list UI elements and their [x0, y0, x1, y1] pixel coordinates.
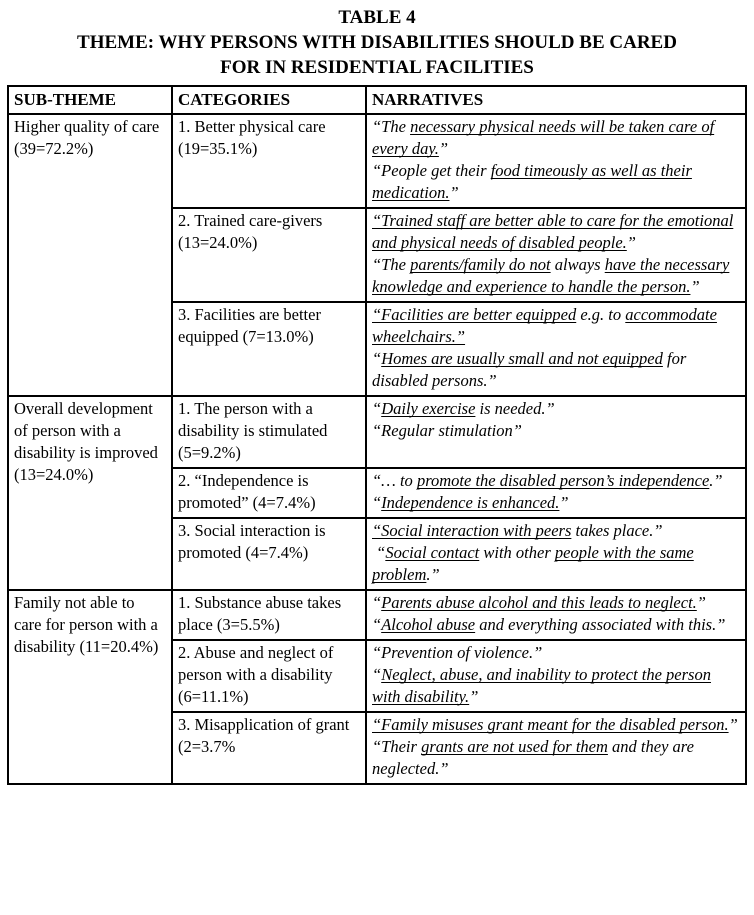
category-cell: 3. Social interaction is promoted (4=7.4%)	[172, 518, 366, 590]
plain-text: “People get their	[372, 161, 491, 180]
narrative-quote	[372, 592, 740, 614]
narratives-cell	[366, 590, 746, 640]
underlined-text: food timeously as well as their medication.	[372, 161, 692, 202]
plain-text: .”	[709, 471, 723, 490]
narrative-quote	[372, 642, 740, 664]
plain-text: “	[372, 349, 382, 368]
underlined-text: “Trained staff are better able to care for the emotional and physical needs of disabled people.	[372, 211, 734, 252]
category-cell: 3. Facilities are better equipped (7=13.0%)	[172, 302, 366, 396]
plain-text: ”	[690, 277, 700, 296]
narratives-cell	[366, 302, 746, 396]
plain-text: “	[372, 615, 382, 634]
table-theme-line2: FOR IN RESIDENTIAL FACILITIES	[220, 57, 534, 78]
category-cell: 2. Abuse and neglect of person with a disability (6=11.1%)	[172, 640, 366, 712]
plain-text: ”	[728, 715, 738, 734]
plain-text: ”	[449, 183, 459, 202]
table-row	[8, 114, 746, 208]
table-row	[8, 590, 746, 640]
category-cell: 1. Substance abuse takes place (3=5.5%)	[172, 590, 366, 640]
category-cell: 1. Better physical care (19=35.1%)	[172, 114, 366, 208]
underlined-text: Neglect, abuse, and inability to protect the person with disability.	[372, 665, 711, 706]
underlined-text: necessary physical needs will be taken care of every day.	[372, 117, 715, 158]
plain-text: “Their	[372, 737, 422, 756]
narrative-quote	[372, 736, 740, 780]
plain-text: ”	[438, 139, 449, 158]
narratives-cell	[366, 518, 746, 590]
narrative-quote	[372, 614, 740, 636]
plain-text: is needed.”	[475, 399, 555, 418]
underlined-text: grants are not used for them	[421, 737, 608, 756]
plain-text: ”	[559, 493, 569, 512]
underlined-text: “Family misuses grant meant for the disabled person.	[372, 715, 729, 734]
plain-text: always	[550, 255, 605, 274]
theme-table	[7, 85, 747, 785]
narrative-quote	[372, 304, 740, 348]
plain-text: and everything associated with this.”	[475, 615, 726, 634]
underlined-text: Social contact	[385, 543, 480, 562]
category-cell: 2. “Independence is promoted” (4=7.4%)	[172, 468, 366, 518]
category-cell: 3. Misapplication of grant (2=3.7%	[172, 712, 366, 784]
underlined-text: Independence is enhanced.	[381, 493, 560, 512]
sub-theme-cell: Family not able to care for person with a disability (11=20.4%)	[8, 590, 172, 784]
narrative-quote	[372, 348, 740, 392]
plain-text: ”	[696, 593, 706, 612]
table-theme-line1: THEME: WHY PERSONS WITH DISABILITIES SHOULD BE CARED	[77, 32, 677, 53]
underlined-text: Homes are usually small and not equipped	[381, 349, 663, 368]
underlined-text: parents/family do not	[410, 255, 551, 274]
plain-text: “	[372, 399, 382, 418]
plain-text: “Prevention of violence.”	[372, 643, 543, 662]
narratives-cell	[366, 640, 746, 712]
underlined-text: “Social interaction with peers	[372, 521, 572, 540]
plain-text: and they are neglected.”	[372, 737, 694, 778]
narratives-cell	[366, 712, 746, 784]
narratives-cell	[366, 396, 746, 468]
narrative-quote	[372, 398, 740, 420]
plain-text: .”	[426, 565, 440, 584]
narratives-cell	[366, 114, 746, 208]
underlined-text: accommodate wheelchairs.”	[372, 305, 717, 346]
plain-text: “… to	[372, 471, 417, 490]
narrative-quote	[372, 492, 740, 514]
narrative-quote	[372, 210, 740, 254]
col-header-narratives: NARRATIVES	[366, 86, 746, 114]
plain-text: “The	[372, 117, 411, 136]
narrative-quote	[372, 420, 740, 442]
underlined-text: people with the same problem	[372, 543, 694, 584]
plain-text: takes place.”	[571, 521, 663, 540]
plain-text: ”	[469, 687, 479, 706]
table-title	[6, 5, 748, 80]
category-cell: 1. The person with a disability is stimulated (5=9.2%)	[172, 396, 366, 468]
category-cell: 2. Trained care-givers (13=24.0%)	[172, 208, 366, 302]
sub-theme-cell: Higher quality of care (39=72.2%)	[8, 114, 172, 396]
underlined-text: Alcohol abuse	[381, 615, 476, 634]
col-header-categories: CATEGORIES	[172, 86, 366, 114]
plain-text: “	[372, 493, 382, 512]
header-row	[8, 86, 746, 114]
sub-theme-cell: Overall development of person with a disability is improved (13=24.0%)	[8, 396, 172, 590]
underlined-text: Daily exercise	[381, 399, 476, 418]
narrative-quote	[372, 160, 740, 204]
plain-text: e.g. to	[576, 305, 626, 324]
narratives-cell	[366, 468, 746, 518]
narrative-quote	[372, 714, 740, 736]
plain-text: “Regular stimulation”	[372, 421, 522, 440]
plain-text: “	[372, 593, 382, 612]
narrative-quote	[372, 470, 740, 492]
narrative-quote	[372, 520, 740, 542]
underlined-text: “Facilities are better equipped	[372, 305, 577, 324]
narrative-quote	[372, 542, 740, 586]
table-row	[8, 396, 746, 468]
underlined-text: promote the disabled person’s independence	[416, 471, 710, 490]
underlined-text: Parents abuse alcohol and this leads to neglect.	[381, 593, 697, 612]
narrative-quote	[372, 254, 740, 298]
plain-text: ”	[626, 233, 636, 252]
narratives-cell	[366, 208, 746, 302]
narrative-quote	[372, 664, 740, 708]
col-header-sub-theme: SUB-THEME	[8, 86, 172, 114]
table-body	[8, 114, 746, 784]
plain-text: “The	[372, 255, 411, 274]
plain-text: with other	[479, 543, 555, 562]
plain-text: “	[372, 543, 386, 562]
plain-text: for disabled persons.”	[372, 349, 687, 390]
underlined-text: have the necessary knowledge and experience to handle the person.	[372, 255, 730, 296]
plain-text: “	[372, 665, 382, 684]
table-number: TABLE 4	[338, 7, 416, 28]
narrative-quote	[372, 116, 740, 160]
